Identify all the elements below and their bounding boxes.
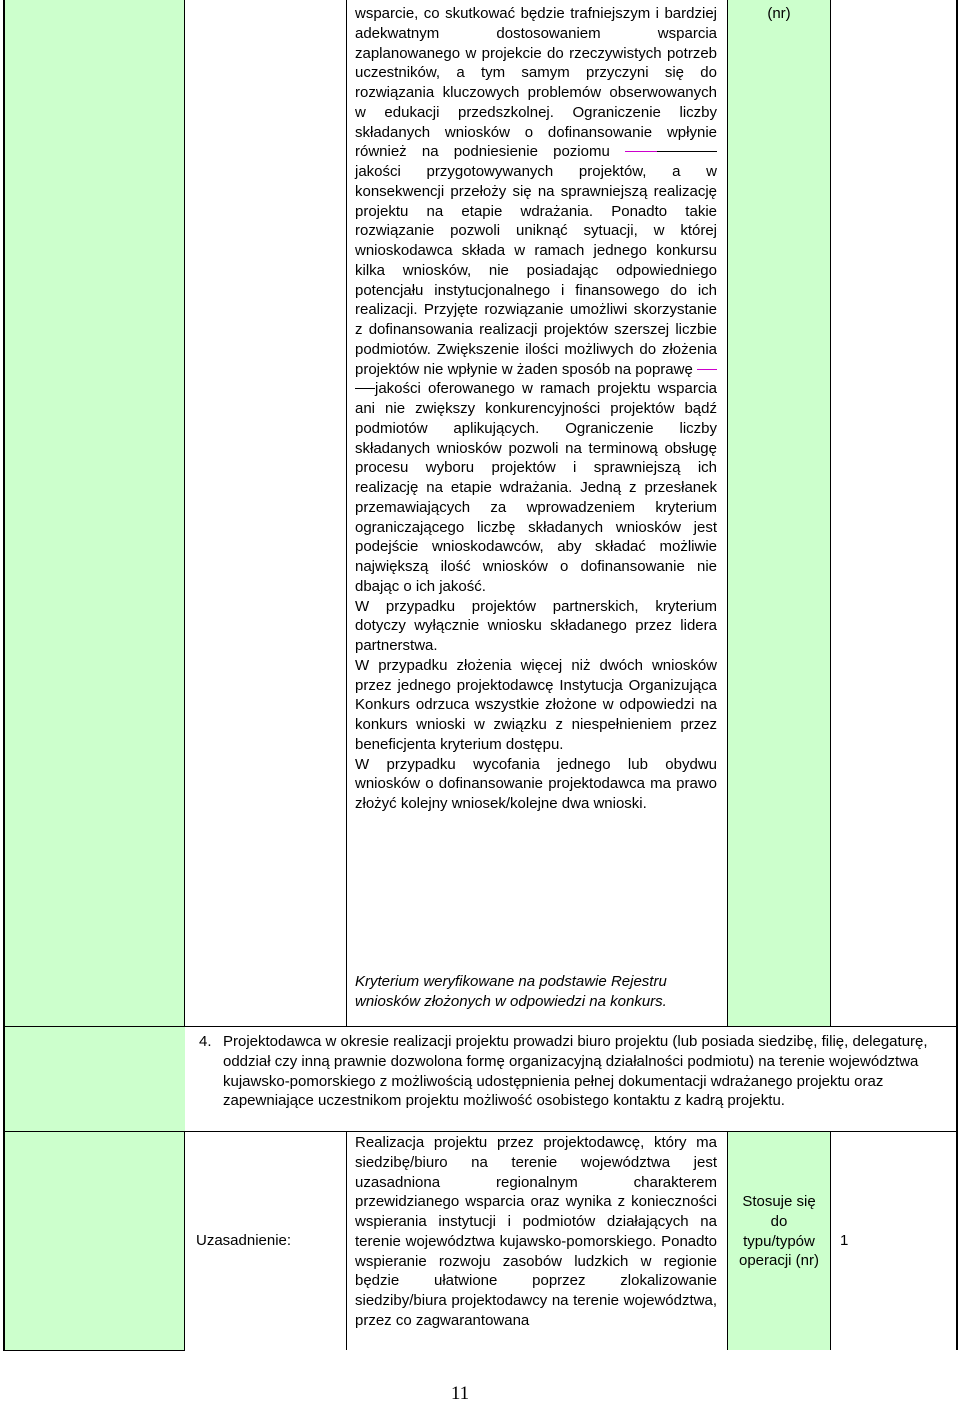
type-cell-top	[727, 0, 831, 1027]
criterion-text: Projektodawca w okresie realizacji projektu prowadzi biuro projektu (lub posiada siedzibę, filię, delegaturę, oddział czy inną prawnie dozwolona formę organizacyjną działalności podmiotu) na terenie województwa kujawsko-pomorskiego z możliwością udostępnienia pełnej dokumentacji wdrażanego projektu oraz zapewniające uczestnikom projektu możliwość osobistego kontaktu z kadrą projektu.	[223, 1033, 928, 1110]
justification-part-1: wsparcie, co skutkować będzie trafniejszym i bardziej adekwatnym dostosowaniem wsparcia zaplanowanego w projekcie do rzeczywistych potrzeb uczestników, a tym samym przyczyni się do rozwiązania kluczowych problemów obserwowanych w edukacji przedszkolnej. Ograniczenie liczby składanych wniosków o dofinansowanie wpłynie również na podniesienie poziomu	[355, 5, 717, 161]
type-label-top: (nr)	[767, 5, 791, 22]
left-label-cell-bottom	[3, 1131, 185, 1351]
criterion-number: 4.	[199, 1033, 212, 1050]
justification-cell-top	[184, 0, 347, 1027]
left-label-cell-criterion	[3, 1026, 185, 1132]
withdrawal-paragraph: W przypadku wycofania jednego lub obydwu wniosków o dofinansowanie projektodawca ma prawo złożyć kolejny wniosek/kolejne dwa wnioski.	[355, 755, 717, 812]
partnership-paragraph: W przypadku projektów partnerskich, kryterium dotyczy wyłącznie wniosku składanego przez lidera partnerstwa.	[355, 597, 717, 654]
highlight-blank	[625, 151, 657, 152]
verification-note: Kryterium weryfikowane na podstawie Rejestru wniosków złożonych w odpowiedzi na konkurs.	[355, 973, 667, 1010]
rejection-paragraph: W przypadku złożenia więcej niż dwóch wniosków przez jednego projektodawcę Instytucja Organizująca Konkurs odrzuca wszystkie złożone w odpowiedzi na konkurs wnioski w związku z niespełnieniem przez beneficjenta kryterium dostępu.	[355, 656, 717, 753]
highlight-blank	[697, 369, 717, 370]
justification-text	[355, 4, 717, 814]
left-label-cell-top	[3, 0, 185, 1027]
applies-to-label: Stosuje się do typu/typów operacji (nr)	[738, 1193, 820, 1270]
value-cell-top	[830, 0, 958, 1027]
justification-part-3: jakości oferowanego w ramach projektu wsparcia ani nie zwiększy konkurencyjności projektów bądź podmiotów aplikujących. Ograniczenie liczby składanych wniosków pozwoli na terminową obsługę procesu wyboru projektów i sprawniejszą ich realizację na etapie wdrażania. Jedną z przesłanek przemawiających za wprowadzeniem kryterium ograniczającego liczbę składanych wniosków jest podejście wnioskodawców, aby składać możliwie największą ilość wniosków o dofinansowanie nie dbając o ich jakość.	[355, 380, 717, 595]
justification-text-bottom: Realizacja projektu przez projektodawcę, który ma siedzibę/biuro na terenie województwa jest uzasadniona regionalnym charakterem przewidzianego wsparcia oraz wynika z konieczności wspierania instytucji i podmiotów działających na terenie województwa kujawsko-pomorskiego. Ponadto wspieranie rozwoju zasobów ludzkich w regionie będzie ułatwione poprzez zlokalizowanie siedziby/biura projektodawcy na terenie województwa, przez co zagwarantowana	[355, 1134, 717, 1329]
blank-line	[355, 388, 375, 389]
justification-label: Uzasadnienie:	[196, 1232, 292, 1249]
justification-part-2: jakości przygotowywanych projektów, a w konsekwencji przełoży się na sprawniejszą realizację projektu na etapie wdrażania. Ponadto takie rozwiązanie pozwoli uniknąć sytuacji, w której wnioskodawca składa w ramach jednego konkursu kilka wniosków, nie posiadając odpowiedniego potencjału instytucjonalnego i finansowego do ich realizacji. Przyjęte rozwiązanie umożliwi skorzystanie z dofinansowania realizacji projektów szerszej liczbie podmiotów. Zwiększenie ilości możliwych do złożenia projektów nie wpłynie w żaden sposób na poprawę	[355, 163, 717, 378]
criterion-value: 1	[840, 1232, 849, 1249]
blank-line	[657, 151, 717, 152]
page-number: 11	[450, 1383, 470, 1404]
